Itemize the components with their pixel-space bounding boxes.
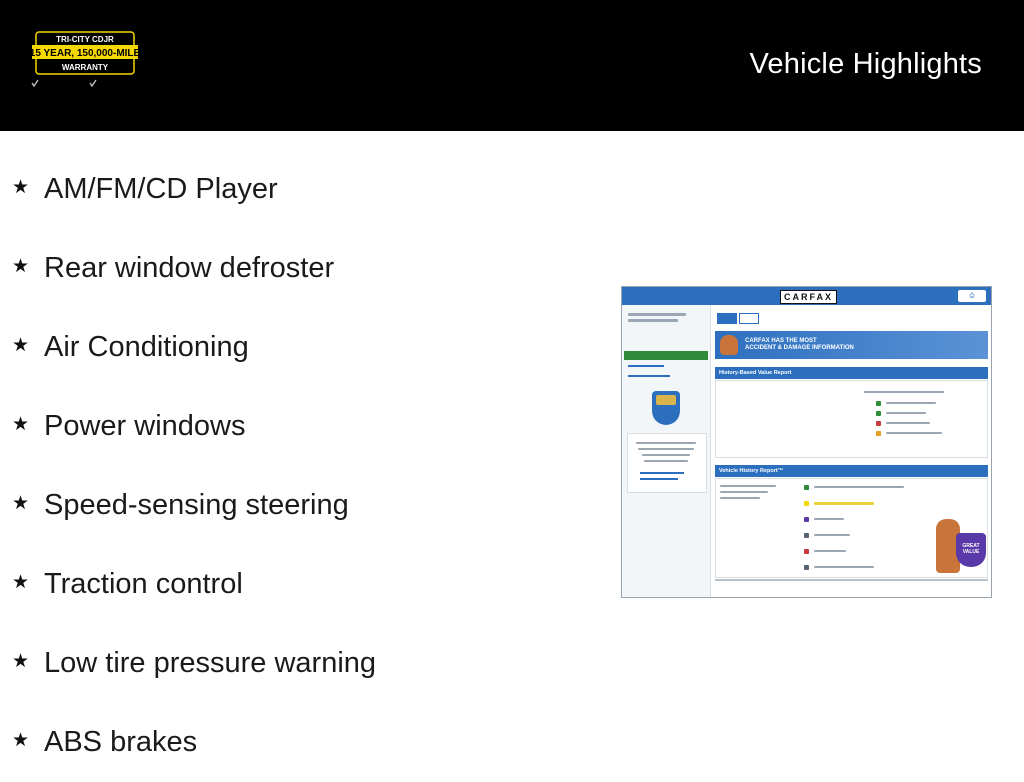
history-report-title: Vehicle History Report™	[719, 468, 784, 474]
badge-label: GREAT VALUE	[962, 543, 980, 555]
feature-label: Low tire pressure warning	[44, 647, 377, 679]
carfax-banner	[715, 331, 988, 359]
sidebar-link	[628, 375, 670, 377]
feature-list	[12, 150, 376, 782]
feature-label: Air Conditioning	[44, 331, 249, 363]
logo-line-1: TRI-CITY CDJR	[56, 35, 114, 44]
fox-mascot-icon	[720, 335, 738, 355]
carfax-logo: CARFAX	[780, 290, 837, 304]
feature-label: Power windows	[44, 410, 246, 442]
history-report-header	[715, 465, 988, 477]
sidebar-link	[628, 365, 664, 367]
feature-item	[12, 624, 376, 703]
star-icon: ★	[12, 493, 30, 514]
star-icon: ★	[12, 177, 30, 198]
logo-line-2: 15 YEAR, 150,000-MILE	[30, 48, 140, 59]
report-tab	[739, 313, 759, 324]
star-icon: ★	[12, 572, 30, 593]
feature-item	[12, 703, 376, 782]
feature-item	[12, 229, 376, 308]
carfax-report-thumbnail[interactable]	[621, 286, 992, 598]
report-footer-text	[715, 579, 988, 581]
sidebar-title-line	[628, 313, 686, 316]
carfax-header	[622, 287, 991, 305]
feature-label: Traction control	[44, 568, 243, 600]
dealer-card	[627, 433, 707, 493]
value-report-title: History-Based Value Report	[719, 370, 792, 376]
report-tab-active	[717, 313, 737, 324]
feature-label: Rear window defroster	[44, 252, 335, 284]
feature-item	[12, 545, 376, 624]
sidebar-title-line	[628, 319, 678, 322]
feature-item	[12, 466, 376, 545]
banner-line: CARFAX HAS THE MOST	[745, 338, 817, 344]
star-icon: ★	[12, 730, 30, 751]
print-icon: ⎙	[958, 290, 986, 302]
star-icon: ★	[12, 651, 30, 672]
star-icon: ★	[12, 256, 30, 277]
feature-label: ABS brakes	[44, 726, 198, 758]
great-value-badge	[956, 533, 986, 567]
banner-line: ACCIDENT & DAMAGE INFORMATION	[745, 345, 854, 351]
value-report-body	[715, 380, 988, 458]
dealer-warranty-logo	[30, 30, 140, 92]
feature-item	[12, 308, 376, 387]
star-icon: ★	[12, 414, 30, 435]
value-report-header	[715, 367, 988, 379]
carfax-badge-icon	[652, 391, 680, 425]
sidebar-active-item	[624, 351, 708, 360]
logo-line-3: WARRANTY	[61, 63, 109, 72]
star-icon: ★	[12, 335, 30, 356]
feature-item	[12, 150, 376, 229]
feature-label: AM/FM/CD Player	[44, 173, 278, 205]
feature-label: Speed-sensing steering	[44, 489, 349, 521]
report-sidebar	[622, 305, 711, 597]
header-bar	[0, 0, 1024, 131]
page-title: Vehicle Highlights	[749, 48, 982, 80]
banner-text	[745, 338, 854, 352]
feature-item	[12, 387, 376, 466]
